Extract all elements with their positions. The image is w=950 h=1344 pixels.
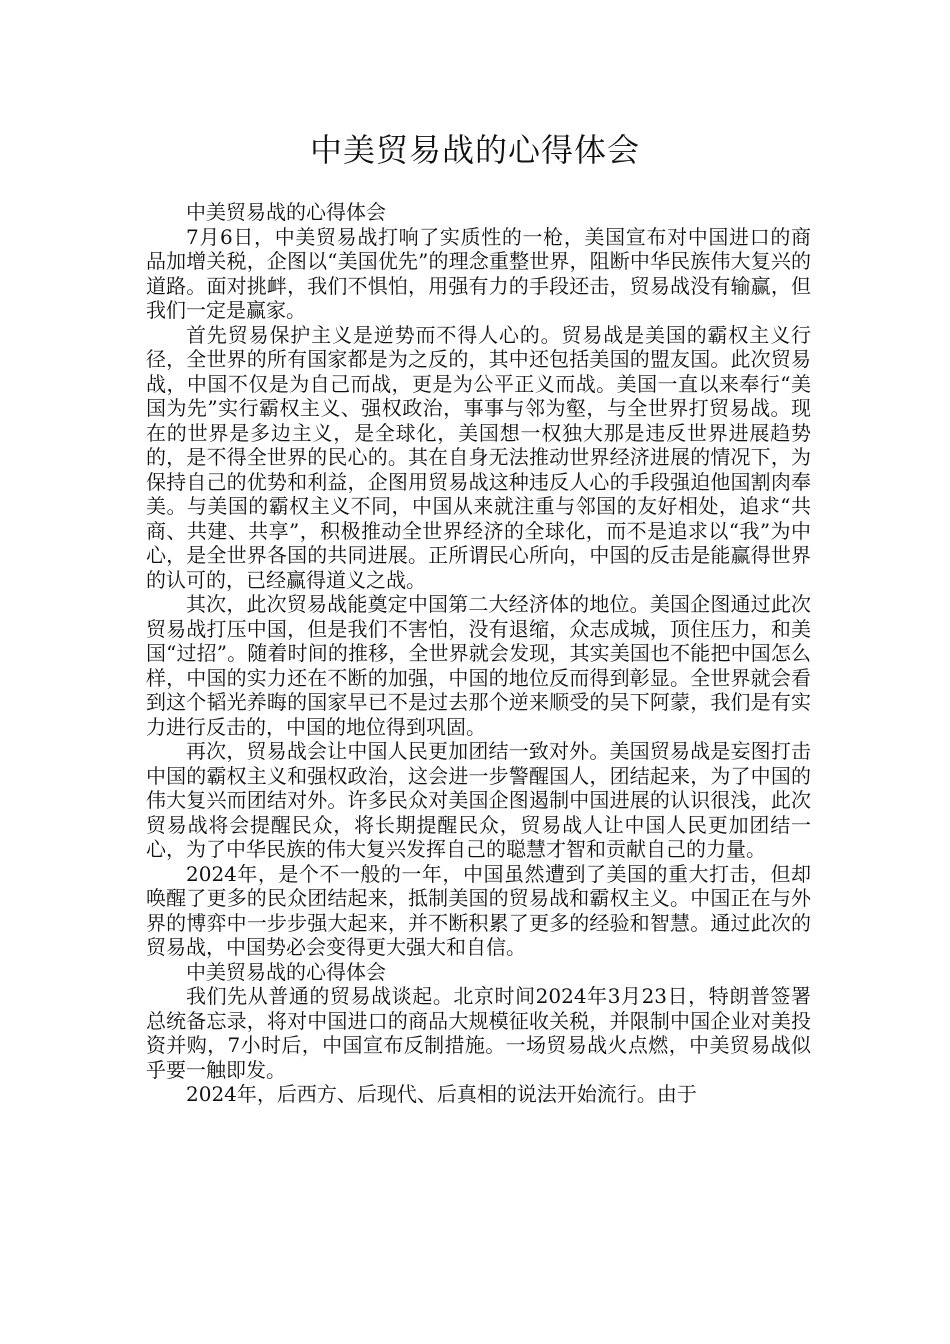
paragraph: 7月6日，中美贸易战打响了实质性的一枪，美国宣布对中国进口的商品加增关税，企图以“美国优先”的理念重整世界，阻断中华民族伟大复兴的道路。面对挑衅，我们不惧怕，用强有力的手段还击，贸易战没有输赢，但我们一定是赢家。 <box>146 224 811 322</box>
paragraph: 其次，此次贸易战能奠定中国第二大经济体的地位。美国企图通过此次贸易战打压中国，但是我们不害怕，没有退缩，众志成城，顶住压力，和美国“过招”。随着时间的推移，全世界就会发现，其实美国也不能把中国怎么样，中国的实力还在不断的加强，中国的地位反而得到彰显。全世界就会看到这个韬光养晦的国家早已不是过去那个逆来顺受的吴下阿蒙，我们是有实力进行反击的，中国的地位得到巩固。 <box>146 592 811 739</box>
paragraph: 再次，贸易战会让中国人民更加团结一致对外。美国贸易战是妄图打击中国的霸权主义和强权政治，这会进一步警醒国人，团结起来，为了中国的伟大复兴而团结对外。许多民众对美国企图遏制中国进展的认识很浅，此次贸易战将会提醒民众，将长期提醒民众，贸易战人让中国人民更加团结一心，为了中华民族的伟大复兴发挥自己的聪慧才智和贡献自己的力量。 <box>146 739 811 861</box>
paragraph: 2024年，是个不一般的一年，中国虽然遭到了美国的重大打击，但却唤醒了更多的民众团结起来，抵制美国的贸易战和霸权主义。中国正在与外界的博弈中一步步强大起来，并不断积累了更多的经验和智慧。通过此次的贸易战，中国势必会变得更大强大和自信。 <box>146 861 811 959</box>
section-heading: 中美贸易战的心得体会 <box>186 200 386 224</box>
paragraph: 我们先从普通的贸易战谈起。北京时间2024年3月23日，特朗普签署总统备忘录，将对中国进口的商品大规模征收关税，并限制中国企业对美投资并购，7小时后，中国宣布反制措施。一场贸易战火点燃，中美贸易战似乎要一触即发。 <box>146 984 811 1082</box>
document-body <box>146 200 811 1107</box>
paragraph: 2024年，后西方、后现代、后真相的说法开始流行。由于 <box>186 1082 697 1106</box>
section-heading: 中美贸易战的心得体会 <box>186 959 386 984</box>
paragraph: 首先贸易保护主义是逆势而不得人心的。贸易战是美国的霸权主义行径，全世界的所有国家都是为之反的，其中还包括美国的盟友国。此次贸易战，中国不仅是为自己而战，更是为公平正义而战。美国一直以来奉行“美国为先”实行霸权主义、强权政治，事事与邻为壑，与全世界打贸易战。现在的世界是多边主义，是全球化，美国想一权独大那是违反世界进展趋势的，是不得全世界的民心的。其在自身无法推动世界经济进展的情况下，为保持自己的优势和利益，企图用贸易战这种违反人心的手段强迫他国割肉奉美。与美国的霸权主义不同，中国从来就注重与邻国的友好相处，追求“共商、共建、共享”，积极推动全世界经济的全球化，而不是追求以“我”为中心，是全世界各国的共同进展。正所谓民心所向，中国的反击是能赢得世界的认可的，已经赢得道义之战。 <box>146 322 811 592</box>
document-title: 中美贸易战的心得体会 <box>309 131 640 169</box>
